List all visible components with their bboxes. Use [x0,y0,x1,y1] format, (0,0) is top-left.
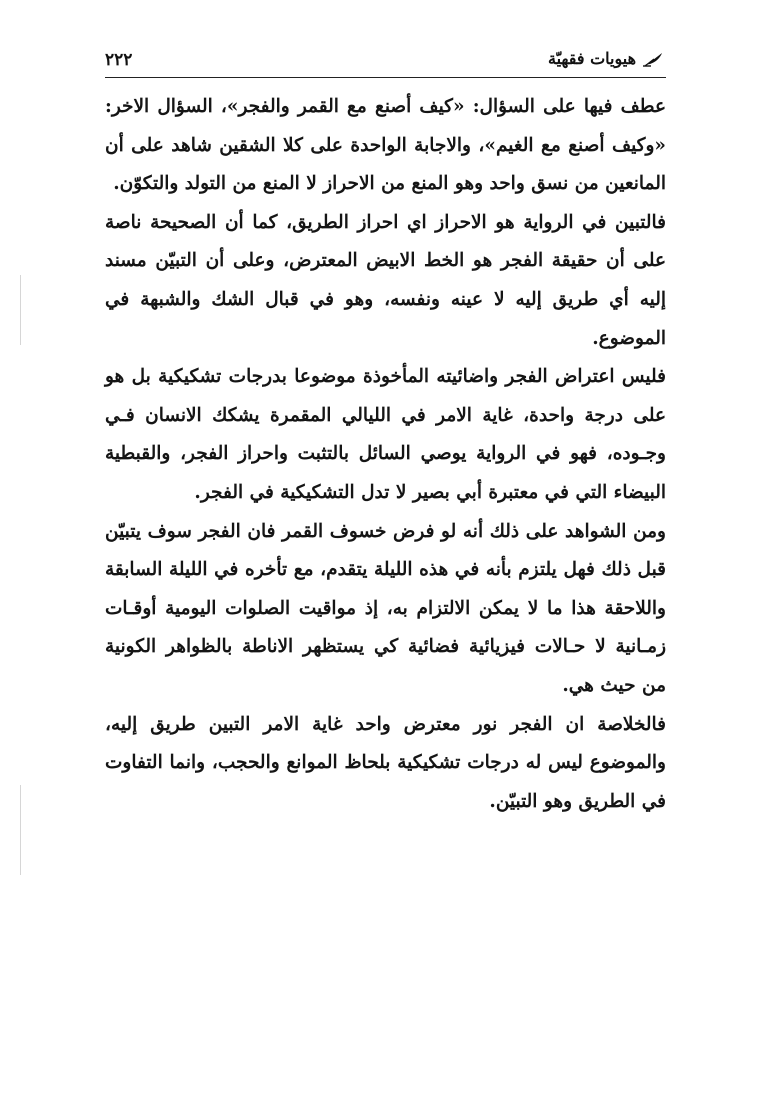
quill-pen-icon [642,51,666,67]
scan-mark-lower [20,785,21,875]
paragraph-1: عطف فيها على السؤال: «كيف أصنع مع القمر والفجر»، السؤال الاخر: «وكيف أصنع مع الغيم»، والاجابة الواحدة على كلا الشقين شاهد على أن المانعين من نسق واحد وهو المنع من الاحراز لا المنع من التولد والتكوّن. [105,96,666,195]
page-number: ٢٢٢ [105,50,133,70]
paragraph-4: ومن الشواهد على ذلك أنه لو فرض خسوف القمر فان الفجر سوف يتبيّن قبل ذلك فهل يلتزم بأنه في هذه الليلة يتقدم، مع تأخره في الليلة السابقة واللاحقة هذا ما لا يمكن الالتزام به، إذ مواقيت الصلوات اليومية أوقـات زمـانية لا حـالات فيزيائية فضائية كي يستظهر الاناطة بالظواهر الكونية من حيث هي. [105,520,666,696]
scan-mark-upper [20,275,21,345]
page-body [105,88,666,821]
page-header [105,46,666,76]
paragraph-5: فالخلاصة ان الفجر نور معترض واحد غاية الامر التبين طريق إليه، والموضوع ليس له درجات تشكيكية بلحاظ الموانع والحجب، وانما التفاوت في الطريق وهو التبيّن. [105,713,666,812]
paragraph-2: فالتبين في الرواية هو الاحراز اي احراز الطريق، كما أن الصحيحة ناصة على أن حقيقة الفجر هو الخط الابيض المعترض، وعلى أن التبيّن مسند إليه أي طريق إليه لا عينه ونفسه، وهو في قبال الشك والشبهة في الموضوع. [105,211,666,349]
book-title: هيويات فقهيّة [547,49,636,68]
running-title [548,49,666,68]
paragraph-3: فليس اعتراض الفجر واضائيته المأخوذة موضوعا بدرجات تشكيكية بل هو على درجة واحدة، غاية الامر في الليالي المقمرة يشكك الانسان فـي وجـوده، فهو في الرواية يوصي السائل بالتثبت واحراز الفجر، والقبطية البيضاء التي في معتبرة أبي بصير لا تدل التشكيكية في الفجر. [105,366,666,503]
header-divider [105,77,666,78]
